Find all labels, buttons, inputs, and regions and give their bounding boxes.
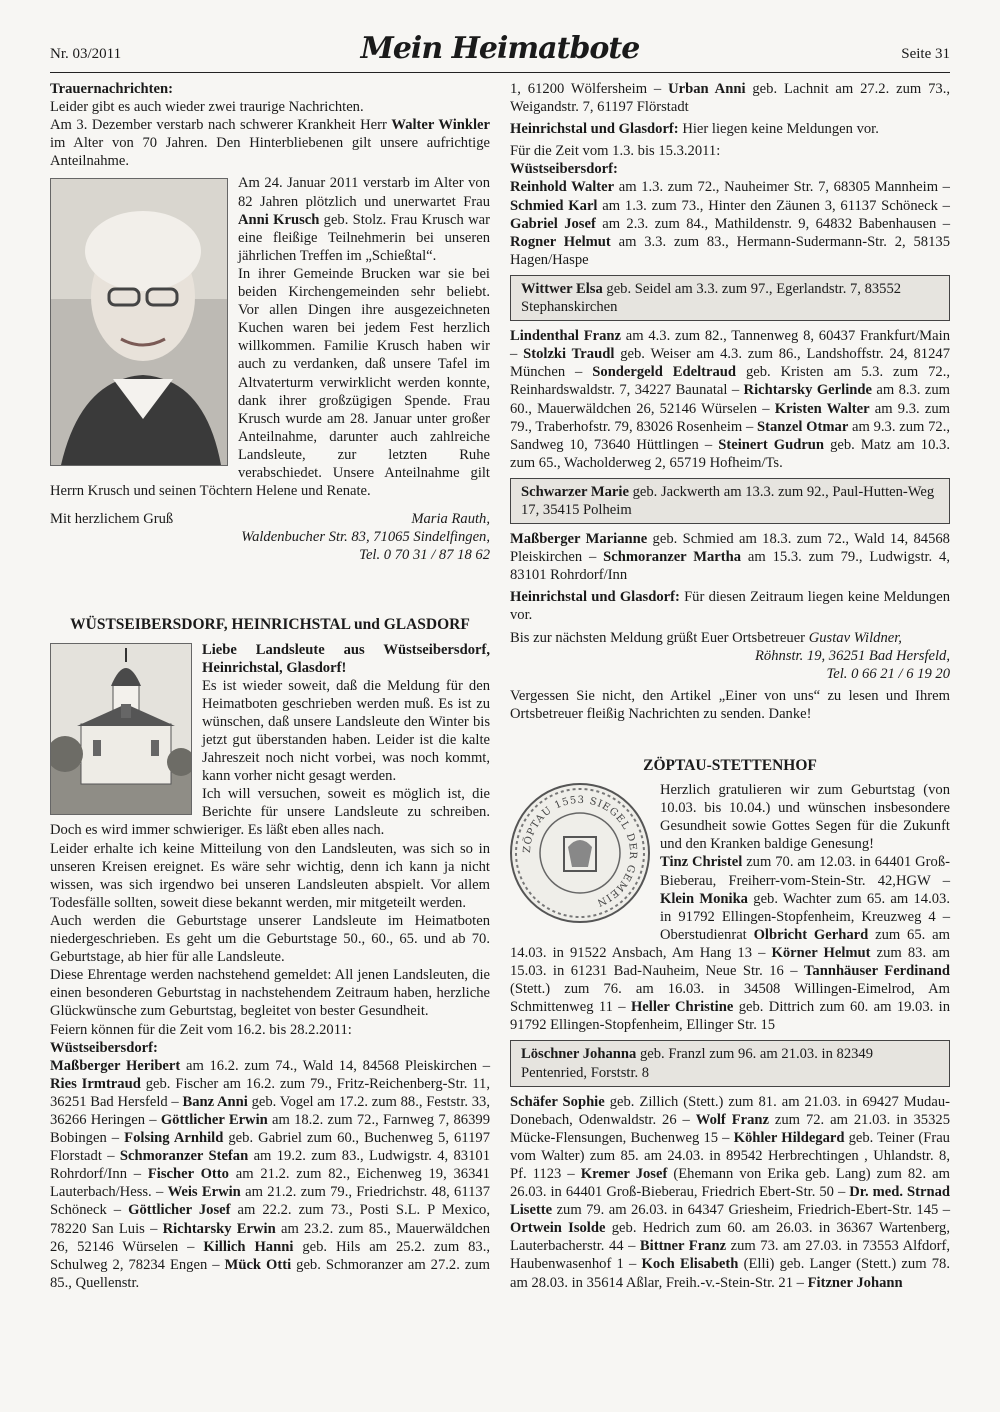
wue-paragraph-1: Es ist wieder soweit, daß die Meldung für den Heimatboten geschrieben werden muß. Es ist zu wünschen, daß unsere Landsleute den Winter bis jetzt gut überstanden haben. Leider ist die kalte Jahreszeit noch nicht vorbei, was noch kommt, kann vorher nicht gesagt werden. bbox=[202, 677, 490, 785]
zoeptau-intro: Herzlich gratulieren wir zum Geburtstag (von 10.03. bis 10.04.) und wünschen insbesondere Gesundheit sowie Gottes Segen für die Zukunft und den Kranken baldige Genesung! bbox=[660, 782, 950, 853]
wue-paragraph-2: Ich will versuchen, soweit es möglich ist, die Berichte für unsere Landsleute zu schreiben. Doch es wird immer schwieriger. Es läßt eben alles nach. bbox=[50, 786, 490, 839]
period-heading-march: Für die Zeit vom 1.3. bis 15.3.2011: bbox=[510, 143, 721, 160]
wue-salutation: Liebe Landsleute aus Wüstseibersdorf, Heinrichstal, Glasdorf! bbox=[202, 641, 490, 676]
portrait-photo bbox=[50, 178, 228, 466]
left-column bbox=[50, 80, 490, 1292]
birthday-list-zoeptau-b: Schäfer Sophie geb. Zillich (Stett.) zum 81. am 21.03. in 69427 Mudau-Donebach, Odenwaldstr. 26 – Wolf Franz zum 72. am 21.03. in 35325 Mücke-Flensungen, Buchenweg 15 – Köhler Hildegard geb. Teiner (Frau vom Walter) zum 85. am 24.03. in 89542 Herbrechtingen , Uhlandstr. 8, Pf. 1123 – Kremer Josef (Ehemann von Erika geb. Lang) zum 82. am 26.03. in 64401 Groß-Bieberau, Friedrich Ebert-Str. 50 – Dr. med. Strnad Lisette zum 79. am 26.03. in 64347 Griesheim, Friedrich-Ebert-Str. 145 – Ortwein Isolde geb. Hedrich zum 60. am 26.03. in 36367 Wartenberg, Lauterbacherstr. 44 – Bittner Franz zum 73. am 27.03. in 73553 Alfdorf, Haubenwasenhof 1 – Koch Elisabeth (Elli) geb. Langer (Stett.) zum 78. am 28.03. in 35614 Aßlar, Freih.-v.-Stein-Str. 21 – Fitzner Johann bbox=[510, 1093, 950, 1291]
wue-place-heading: Wüstseibersdorf: bbox=[50, 1039, 158, 1056]
town-seal-image bbox=[510, 783, 650, 923]
section-title-zoeptau: ZÖPTAU-STETTENHOF bbox=[643, 757, 817, 774]
highlight-box-wittwer: Wittwer Elsa geb. Seidel am 3.3. zum 97., Egerlandstr. 7, 83552 Stephanskirchen bbox=[510, 275, 950, 321]
wue-paragraph-6: Feiern können für die Zeit vom 16.2. bis 28.2.2011: bbox=[50, 1021, 352, 1038]
page-number: Seite 31 bbox=[901, 46, 950, 62]
birthday-list-march-a: Reinhold Walter am 1.3. zum 72., Nauheimer Str. 7, 68305 Mannheim – Schmied Karl am 1.3. zum 73., Hinter den Zäunen 3, 61137 Schöneck – Gabriel Josef am 2.3. zum 84., Mathildenstr. 9, 64832 Babenhausen – Rogner Helmut am 3.3. zum 83., Hermann-Sudermann-Str. 2, 58135 Hagen/Haspe bbox=[510, 179, 950, 268]
right-column bbox=[510, 80, 950, 1292]
wue-paragraph-5: Diese Ehrentage werden nachstehend gemeldet: All jenen Landsleuten, die einen besonderen Geburtstag in nachstehendem Zeitraum haben, herzliche Glückwünsche zum Geburtstag, begleitet von bester Gesundheit. bbox=[50, 967, 490, 1020]
signature-row bbox=[50, 510, 490, 528]
continued-entry: 1, 61200 Wölfersheim – Urban Anni geb. Lachnit am 27.2. zum 73., Weigandstr. 7, 61197 Flörstadt bbox=[510, 81, 950, 116]
obituary-krusch-body: In ihrer Gemeinde Brucken war sie bei beiden Kirchengemeinden sehr beliebt. Vor allen Dingen ihre ausgezeichneten Kuchen waren bei jedem Fest herzlich willkommen. Familie Krusch haben wir auch zu verdanken, daß unsere Tafel im Altvaterturm verwirklicht werden konnte, dank ihrer großzügigen Spende. Frau Krusch wurde am 28. Januar unter großer Anteilnahme, darunter auch zahlreiche Landsleute, zur letzten Ruhe verabschiedet. Unsere Anteilnahme gilt Herrn Krusch und seinen Töchtern Helene und Renate. bbox=[50, 265, 490, 500]
page-header bbox=[50, 30, 950, 73]
reminder-note: Vergessen Sie nicht, den Artikel „Einer von uns“ zu lesen und Ihrem Ortsbetreuer fleißig Nachrichten zu senden. Danke! bbox=[510, 687, 950, 722]
birthday-list-march-b: Lindenthal Franz am 4.3. zum 82., Tannenweg 8, 60437 Frankfurt/Main – Stolzki Traudl geb. Weiser am 4.3. zum 86., Landshoffstr. 24, 81247 München – Sondergeld Edeltraud geb. Kristen am 5.3. zum 72., Reinhardswaldstr. 7, 34227 Baunatal – Richtarsky Gerlinde am 8.3. zum 60., Mauerwäldchen 26, 52146 Würselen – Kristen Walter am 9.3. zum 79., Traberhofstr. 79, 83026 Rosenheim – Stanzel Otmar am 9.3. zum 72., Sandweg 10, 73640 Hüttlingen – Steinert Gudrun geb. Matz am 10.3. zum 65., Wacholderweg 2, 65719 Hofheim/Ts. bbox=[510, 328, 950, 471]
caretaker-greeting: Bis zur nächsten Meldung grüßt Euer Ortsbetreuer Gustav Wildner, bbox=[510, 629, 902, 646]
section-title-wuestseibersdorf: WÜSTSEIBERSDORF, HEINRICHSTAL und GLASDORF bbox=[70, 616, 470, 634]
highlight-box-loeschner: Löschner Johanna geb. Franzl zum 96. am 21.03. in 82349 Pentenried, Forststr. 8 bbox=[510, 1040, 950, 1086]
no-reports-note-1: Heinrichstal und Glasdorf: Hier liegen keine Meldungen vor. bbox=[510, 121, 879, 138]
caretaker-address: Röhnstr. 19, 36251 Bad Hersfeld, bbox=[755, 647, 950, 664]
place-heading-march: Wüstseibersdorf: bbox=[510, 161, 618, 178]
birthday-list-feb: Maßberger Heribert am 16.2. zum 74., Wald 14, 84568 Pleiskirchen – Ries Irmtraud geb. Fischer am 16.2. zum 79., Fritz-Reichenberg-Str. 11, 36251 Bad Hersfeld – Banz Anni geb. Vogel am 17.2. zum 88., Feststr. 33, 36266 Heringen – Göttlicher Erwin am 18.2. zum 72., Farnweg 7, 86399 Bobingen – Folsing Arnhild geb. Gabriel zum 60., Buchenweg 5, 61197 Florstadt – Schmoranzer Stefan am 19.2. zum 83., Ludwigstr. 4, 83101 Rohrdorf/Inn – Fischer Otto am 21.2. zum 82., Eichenweg 19, 36341 Lauterbach/Hess. – Weis Erwin am 21.2. zum 79., Friedrichstr. 48, 61137 Schöneck – Göttlicher Josef am 22.2. zum 73., Posti S.L. P Mexico, 78220 San Luis – Richtarsky Erwin am 23.2. zum 85., Mauerwäldchen 26, 52146 Würselen – Killich Hanni geb. Hils am 25.2. zum 83., Schulweg 2, 78234 Engen – Mück Otti geb. Schmoranzer am 27.2. zum 85., Quellenstr. bbox=[50, 1057, 491, 1291]
birthday-list-march-c: Maßberger Marianne geb. Schmied am 18.3. zum 72., Wald 14, 84568 Pleiskirchen – Schmoranzer Martha am 15.3. zum 79., Ludwigstr. 4, 83101 Rohrdorf/Inn bbox=[510, 531, 950, 584]
svg-text:ZÖPTAU 1553 SIEGEL DER GEMEIN: ZÖPTAU 1553 SIEGEL DER GEMEIN bbox=[521, 795, 639, 909]
obituaries-intro: Leider gibt es auch wieder zwei traurige Nachrichten. bbox=[50, 99, 364, 116]
no-reports-note-2: Heinrichstal und Glasdorf: Für diesen Zeitraum liegen keine Meldungen vor. bbox=[510, 589, 950, 624]
masthead-logo: Mein Heimatbote bbox=[360, 31, 640, 66]
obituary-winkler: Am 3. Dezember verstarb nach schwerer Krankheit Herr Walter Winkler im Alter von 70 Jahren. Den Hinterbliebenen gilt unsere aufrichtige Anteilnahme. bbox=[50, 117, 491, 170]
obituary-krusch: Am 24. Januar 2011 verstarb im Alter von 82 Jahren plötzlich und unerwartet Frau Anni Krusch geb. Stolz. Frau Krusch war eine fleißige Teilnehmerin bei unseren jährlichen Treffen im „Schießtal“. bbox=[238, 175, 490, 264]
highlight-box-schwarzer: Schwarzer Marie geb. Jackwerth am 13.3. zum 92., Paul-Hutten-Weg 17, 35415 Polheim bbox=[510, 478, 950, 524]
signature-phone: Tel. 0 70 31 / 87 18 62 bbox=[359, 547, 490, 564]
issue-number: Nr. 03/2011 bbox=[50, 46, 122, 62]
signature-address: Waldenbucher Str. 83, 71065 Sindelfingen, bbox=[241, 529, 490, 546]
signature-name: Maria Rauth, bbox=[411, 511, 490, 528]
greeting: Mit herzlichem Gruß bbox=[50, 511, 174, 528]
wue-paragraph-3: Leider erhalte ich keine Mitteilung von den Landsleuten, was sich so in unseren Kreisen ereignet. Es wäre sehr wichtig, denn ich kann ja nicht wissen, was sich irgendwo bei unseren Landsleuten abspielt. Vor allem Todesfälle sollten, soweit diese bekannt werden, mir mitgeteilt werden. bbox=[50, 840, 490, 911]
obituaries-heading: Trauernachrichten: bbox=[50, 81, 173, 97]
caretaker-phone: Tel. 0 66 21 / 6 19 20 bbox=[826, 665, 950, 682]
birthday-list-zoeptau-a: Tinz Christel zum 70. am 12.03. in 64401 Groß-Bieberau, Freiherr-vom-Stein-Str. 42,HGW – Klein Monika geb. Wachter zum 65. am 14.03. in 91792 Ellingen-Stopfenheim, Kreuzweg 4 – Oberstudienrat Olbricht Gerhard zum 65. am 14.03. in 91522 Ansbach, Am Hang 13 – Körner Helmut zum 83. am 15.03. in 61231 Bad-Nauheim, Neue Str. 16 – Tannhäuser Ferdinand (Stett.) zum 76. am 16.03. in 34508 Willingen-Eimelrod, Am Schmittenweg 11 – Heller Christine geb. Dittrich zum 60. am 19.03. in 91792 Ellingen-Stopfenheim, Ellinger Str. 15 bbox=[510, 854, 951, 1034]
wue-paragraph-4: Auch werden die Geburtstage unserer Landsleute im Heimatboten niedergeschrieben. Es geht um die Geburtstage 50., 60., 65. und ab 70. Geburtstage, ab hier für alle Landsleute. bbox=[50, 912, 490, 966]
church-photo bbox=[50, 643, 192, 815]
